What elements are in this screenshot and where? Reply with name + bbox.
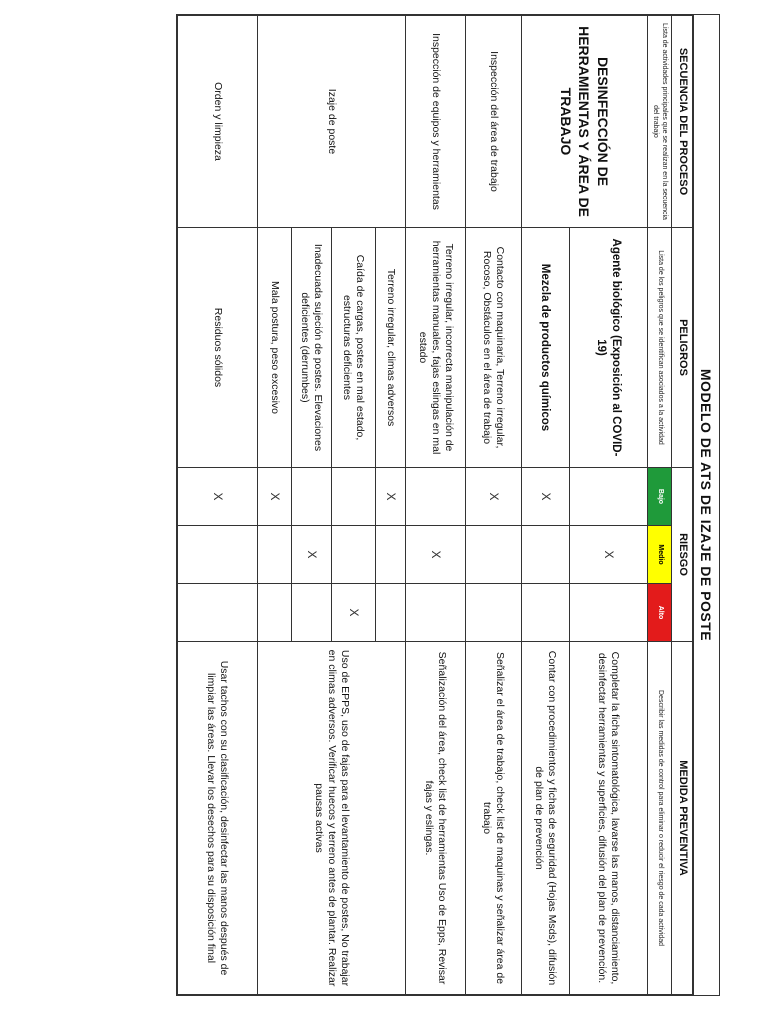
riesgo-alto-mark: X (331, 584, 375, 642)
riesgo-bajo-mark: X (177, 468, 257, 526)
riesgo-bajo-mark: X (465, 468, 521, 526)
peligro-cell: Terreno irregular, climas adversos (375, 228, 405, 468)
subheader-medida: Describir las medidas de control para eliminar o reducir el riesgo de cada actividad (647, 642, 672, 995)
peligro-cell: Mala postura, peso excesivo (257, 228, 291, 468)
medida-cell: Señalizar el área de trabajo, check list de maquinas y señalizar área de trabajo (465, 642, 521, 995)
riesgo-bajo-mark: X (257, 468, 291, 526)
ats-sheet (176, 14, 720, 996)
document-title: MODELO DE ATS DE IZAJE DE POSTE (693, 15, 719, 995)
peligro-cell: Terreno irregular, incorrecta manipulación de herramientas manuales, fajas eslingas en mal estado (405, 228, 465, 468)
medida-cell: Señalización del área, check list de herramientas Uso de Epps, Revisar fajas y eslingas. (405, 642, 465, 995)
secuencia-cell: Inspección del área de trabajo (465, 16, 521, 228)
riesgo-alto-mark (521, 584, 569, 642)
header-riesgo: RIESGO (672, 468, 693, 642)
riesgo-medio-mark (331, 526, 375, 584)
secuencia-cell: Izaje de poste (257, 16, 405, 228)
table-row (569, 16, 647, 995)
riesgo-alto-mark (291, 584, 331, 642)
secuencia-cell: Orden y limpieza (177, 16, 257, 228)
table-row (375, 16, 405, 995)
header-medida: MEDIDA PREVENTIVA (672, 642, 693, 995)
riesgo-bajo-mark: X (521, 468, 569, 526)
header-peligros: PELIGROS (672, 228, 693, 468)
riesgo-medio-mark (177, 526, 257, 584)
riesgo-alto-mark (257, 584, 291, 642)
medida-cell: Uso de EPPS, uso de fajas para el levantamiento de postes, No trabajar en climas adversos. Verificar huecos y terreno antes de plantar. Realizar pausas activas (257, 642, 405, 995)
peligro-cell: Mezcla de productos químicos (521, 228, 569, 468)
peligro-cell: Contacto con maquinaria, Terreno irregular, Rocoso, Obstáculos en el área de trabajo (465, 228, 521, 468)
medida-cell: Contar con procedimientos y fichas de seguridad (Hojas Msds), difusión de plan de prevención (521, 642, 569, 995)
subheader-secuencia: Lista de actividades principales que se realizan en la secuencia del trabajo (647, 16, 672, 228)
riesgo-medio-mark: X (291, 526, 331, 584)
riesgo-alto-mark (569, 584, 647, 642)
header-secuencia: SECUENCIA DEL PROCESO (672, 16, 693, 228)
riesgo-bajo-mark (569, 468, 647, 526)
secuencia-cell: DESINFECCIÓN DE HERRAMIENTAS Y ÁREA DE TRABAJO (521, 16, 647, 228)
riesgo-alto-mark (375, 584, 405, 642)
riesgo-bajo-mark (405, 468, 465, 526)
riesgo-medio-mark (375, 526, 405, 584)
level-alto: Alto (647, 584, 672, 642)
riesgo-bajo-mark (291, 468, 331, 526)
table-row (177, 16, 257, 995)
peligro-cell: Inadecuada sujeción de postes. Elevaciones deficientes (derrumbes) (291, 228, 331, 468)
riesgo-alto-mark (465, 584, 521, 642)
subheader-peligros: Lista de los peligros que se identifican asociados a la actividad (647, 228, 672, 468)
riesgo-alto-mark (405, 584, 465, 642)
riesgo-bajo-mark: X (375, 468, 405, 526)
subheader-row (647, 16, 672, 995)
peligro-cell: Residuos sólidos (177, 228, 257, 468)
ats-table (177, 15, 693, 995)
riesgo-medio-mark (465, 526, 521, 584)
peligro-cell: Caída de cargas, postes en mal estado, estructuras deficientes (331, 228, 375, 468)
riesgo-alto-mark (177, 584, 257, 642)
table-row (465, 16, 521, 995)
table-row (405, 16, 465, 995)
riesgo-medio-mark (521, 526, 569, 584)
riesgo-medio-mark (257, 526, 291, 584)
peligro-cell: Agente biológico (Exposición al COVID-19) (569, 228, 647, 468)
riesgo-medio-mark: X (405, 526, 465, 584)
riesgo-medio-mark: X (569, 526, 647, 584)
level-bajo: Bajo (647, 468, 672, 526)
header-row (672, 16, 693, 995)
secuencia-cell: Inspección de equipos y herramientas (405, 16, 465, 228)
medida-cell: Usar tachos con su clasificación, desinfectar las manos después de limpiar las áreas. Llevar los desechos para su disposición final (177, 642, 257, 995)
medida-cell: Completar la ficha sintomatológica, lavarse las manos, distanciamiento, desinfectar herramientas y superficies, difusión del plan de prevención. (569, 642, 647, 995)
level-medio: Medio (647, 526, 672, 584)
riesgo-bajo-mark (331, 468, 375, 526)
